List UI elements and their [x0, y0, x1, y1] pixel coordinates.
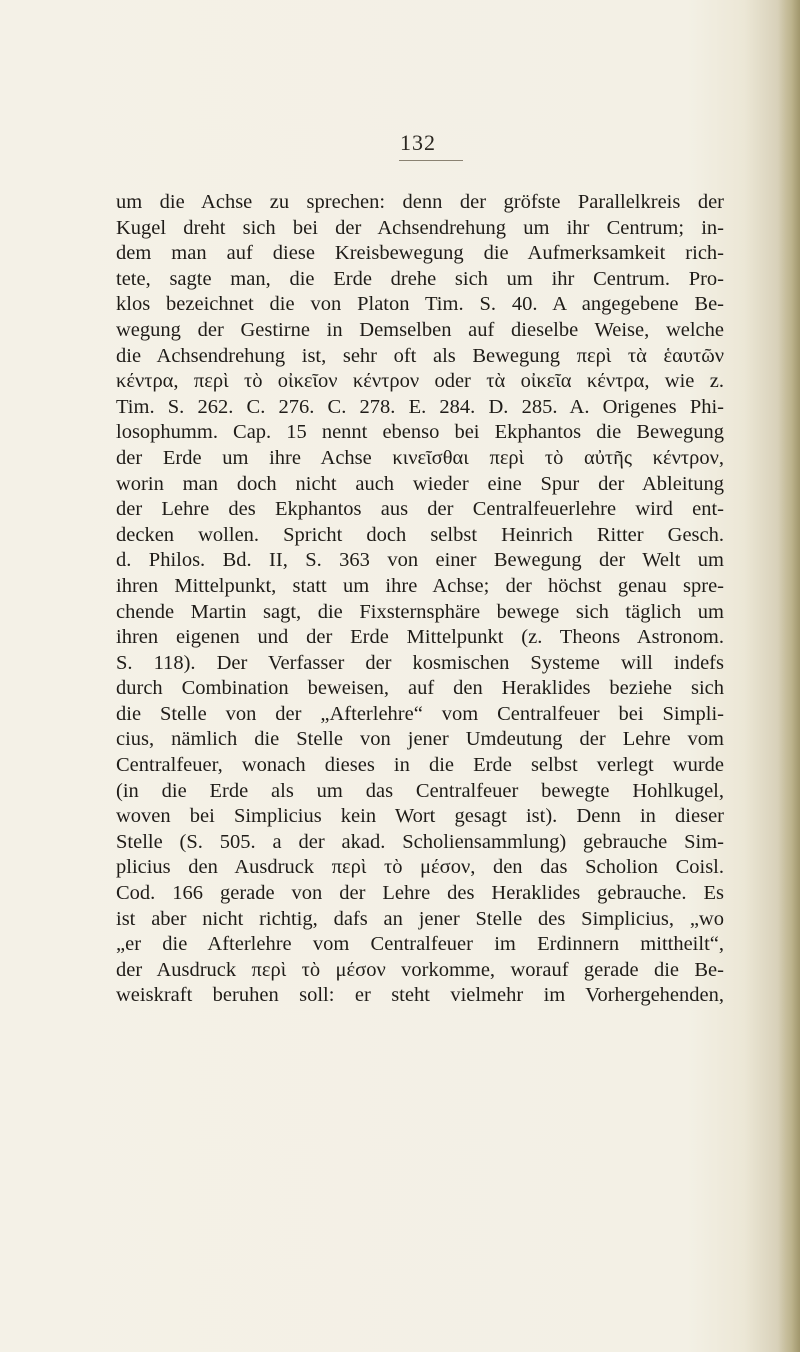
- text-line: woven bei Simplicius kein Wort gesagt ist). Denn in dieser: [116, 805, 724, 828]
- page-edge-shadow: [778, 0, 800, 1352]
- text-line: weiskraft beruhen soll: er steht vielmehr im Vorhergehenden,: [116, 984, 724, 1007]
- text-line: der Ausdruck περὶ τὸ μέσον vorkomme, worauf gerade die Be-: [116, 958, 724, 981]
- text-line: wegung der Gestirne in Demselben auf dieselbe Weise, welche: [116, 318, 724, 341]
- text-line: ihren Mittelpunkt, statt um ihre Achse; der höchst genau spre-: [116, 574, 724, 597]
- text-line: dem man auf diese Kreisbewegung die Aufmerksamkeit rich-: [116, 242, 724, 265]
- text-line: plicius den Ausdruck περὶ τὸ μέσον, den das Scholion Coisl.: [116, 856, 724, 879]
- text-line: der Lehre des Ekphantos aus der Centralfeuerlehre wird ent-: [116, 498, 724, 521]
- text-line: decken wollen. Spricht doch selbst Heinrich Ritter Gesch.: [116, 523, 724, 546]
- text-line: ist aber nicht richtig, dafs an jener Stelle des Simplicius, „wo: [116, 907, 724, 930]
- page-number: 132: [400, 130, 436, 155]
- text-line: cius, nämlich die Stelle von jener Umdeutung der Lehre vom: [116, 728, 724, 751]
- text-line: die Achsendrehung ist, sehr oft als Bewegung περὶ τὰ ἑαυτῶν: [116, 344, 724, 367]
- text-line: klos bezeichnet die von Platon Tim. S. 40. A angegebene Be-: [116, 293, 724, 316]
- text-line: worin man doch nicht auch wieder eine Spur der Ableitung: [116, 472, 724, 495]
- text-line: „er die Afterlehre vom Centralfeuer im Erdinnern mittheilt“,: [116, 933, 724, 956]
- text-line: tete, sagte man, die Erde drehe sich um ihr Centrum. Pro-: [116, 267, 724, 290]
- text-line: losophumm. Cap. 15 nennt ebenso bei Ekphantos die Bewegung: [116, 421, 724, 444]
- text-line: ihren eigenen und der Erde Mittelpunkt (z. Theons Astronom.: [116, 626, 724, 649]
- text-line: Centralfeuer, wonach dieses in die Erde selbst verlegt wurde: [116, 754, 724, 777]
- text-line: (in die Erde als um das Centralfeuer bewegte Hohlkugel,: [116, 779, 724, 802]
- text-line: Tim. S. 262. C. 276. C. 278. E. 284. D. 285. A. Origenes Phi-: [116, 395, 724, 418]
- text-line: um die Achse zu sprechen: denn der gröfste Parallelkreis der: [116, 191, 724, 213]
- text-line: durch Combination beweisen, auf den Heraklides beziehe sich: [116, 677, 724, 700]
- text-line: Stelle (S. 505. a der akad. Scholiensammlung) gebrauche Sim-: [116, 830, 724, 853]
- text-line: d. Philos. Bd. II, S. 363 von einer Bewegung der Welt um: [116, 549, 724, 572]
- text-line: Kugel dreht sich bei der Achsendrehung um ihr Centrum; in-: [116, 216, 724, 239]
- text-line: κέντρα, περὶ τὸ οἰκεῖον κέντρον oder τὰ οἰκεῖα κέντρα, wie z.: [116, 370, 724, 393]
- text-line: der Erde um ihre Achse κινεῖσθαι περὶ τὸ αὐτῆς κέντρον,: [116, 446, 724, 469]
- text-line: S. 118). Der Verfasser der kosmischen Systeme will indefs: [116, 651, 724, 674]
- text-line: chende Martin sagt, die Fixsternsphäre bewege sich täglich um: [116, 600, 724, 623]
- body-text: [116, 190, 724, 1009]
- text-line: die Stelle von der „Afterlehre“ vom Centralfeuer bei Simpli-: [116, 702, 724, 725]
- page-number-underline: [399, 160, 463, 161]
- text-line: Cod. 166 gerade von der Lehre des Heraklides gebrauche. Es: [116, 882, 724, 905]
